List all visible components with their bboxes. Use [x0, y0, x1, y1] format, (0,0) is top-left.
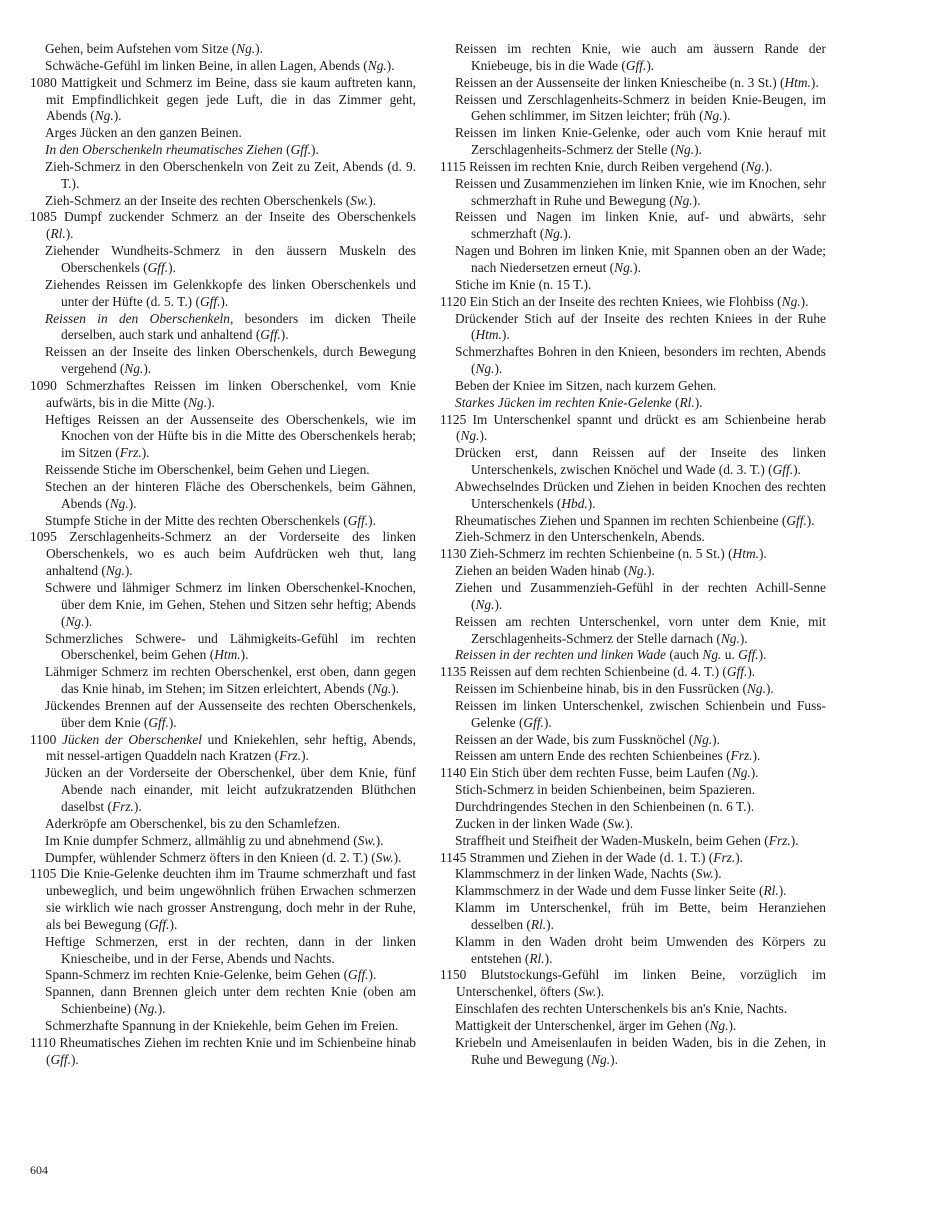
entry-number: 1105: [30, 866, 57, 882]
entry-number: 1125: [440, 411, 467, 427]
entry: Lähmiger Schmerz im rechten Oberschenkel, erst oben, dann gegen das Knie hinab, im Stehen; im Sitzen erleichtert, Abends (Ng.).: [45, 664, 416, 697]
entry: Beben der Kniee im Sitzen, nach kurzem Gehen.: [455, 377, 717, 393]
entry: 1115 Reissen im rechten Knie, durch Reiben vergehend (Ng.).: [440, 158, 773, 174]
entry: Schwäche-Gefühl im linken Beine, in allen Lagen, Abends (Ng.).: [45, 57, 395, 73]
entry: 1095 Zerschlagenheits-Schmerz an der Vorderseite des linken Oberschenkels, wo es auch beim Aufdrücken weh thut, lang anhaltend (Ng.).: [30, 529, 416, 579]
entry: Klammschmerz in der Wade und dem Fusse linker Seite (Rl.).: [455, 883, 787, 899]
entry: Jückendes Brennen auf der Aussenseite des rechten Oberschenkels, über dem Knie (Gff.).: [45, 697, 416, 730]
entry: Reissen im Schienbeine hinab, bis in den Fussrücken (Ng.).: [455, 681, 774, 697]
entry: Schmerzhaftes Bohren in den Knieen, besonders im rechten, Abends (Ng.).: [455, 344, 826, 377]
entry: Mattigkeit der Unterschenkel, ärger im Gehen (Ng.).: [455, 1017, 737, 1033]
entry: Drücken erst, dann Reissen auf der Inseite des linken Unterschenkels, zwischen Knöchel und Wade (d. 3. T.) (Gff.).: [455, 445, 826, 478]
page-number: 604: [30, 1163, 48, 1177]
entry-number: 1110: [30, 1034, 56, 1050]
entry-number: 1130: [440, 546, 467, 562]
entry: Reissen am untern Ende des rechten Schienbeines (Frz.).: [455, 748, 761, 764]
entry: 1085 Dumpf zuckender Schmerz an der Inseite des Oberschenkels (Rl.).: [30, 209, 416, 242]
entry: Reissen im rechten Knie, wie auch am äussern Rande der Kniebeuge, bis in die Wade (Gff.).: [455, 41, 826, 73]
entry-number: 1140: [440, 765, 467, 781]
entry-number: 1150: [440, 967, 467, 983]
entry-number: 1120: [440, 293, 467, 309]
entry: Reissen an der Wade, bis zum Fussknöchel (Ng.).: [455, 731, 720, 747]
entry: Klamm im Unterschenkel, früh im Bette, beim Heranziehen desselben (Rl.).: [455, 900, 826, 932]
entry: 1135 Reissen auf dem rechten Schienbeine (d. 4. T.) (Gff.).: [440, 664, 756, 680]
entry: Jücken an der Vorderseite der Oberschenkel, über dem Knie, fünf Abende nach einander, mit leicht aufzukratzenden Blüthchen daselbst (Frz.).: [45, 765, 416, 814]
entry: Schmerzhafte Spannung in der Kniekehle, beim Gehen im Freien.: [45, 1017, 399, 1033]
entry: 1090 Schmerzhaftes Reissen im linken Oberschenkel, vom Knie aufwärts, bis in die Mitte (Ng.).: [30, 377, 416, 410]
entry: In den Oberschenkeln rheumatisches Ziehen (Gff.).: [45, 142, 319, 158]
entry: Einschlafen des rechten Unterschenkels bis an's Knie, Nachts.: [455, 1001, 788, 1017]
entry: Spannen, dann Brennen gleich unter dem rechten Knie (oben am Schienbeine) (Ng.).: [45, 984, 416, 1017]
entry: Reissen in den Oberschenkeln, besonders im dicken Theile derselben, auch stark und anhaltend (Gff.).: [45, 310, 416, 343]
entry: Reissen an der Aussenseite der linken Kniescheibe (n. 3 St.) (Htm.).: [455, 74, 819, 90]
left-column: [30, 41, 416, 1068]
entry: Arges Jücken an den ganzen Beinen.: [45, 125, 242, 141]
entry: Zieh-Schmerz in den Unterschenkeln, Abends.: [455, 529, 705, 545]
entry: 1145 Strammen und Ziehen in der Wade (d. 1. T.) (Frz.).: [440, 849, 744, 865]
entry: Reissen an der Inseite des linken Oberschenkels, durch Bewegung vergehend (Ng.).: [45, 344, 416, 377]
entry-number: 1135: [440, 664, 467, 680]
entry: Reissen im linken Knie-Gelenke, oder auch vom Knie herauf mit Zerschlagenheits-Schmerz der Stelle (Ng.).: [455, 125, 826, 158]
entry: Kriebeln und Ameisenlaufen in beiden Waden, bis in die Zehen, in Ruhe und Bewegung (Ng.).: [455, 1034, 826, 1067]
entry: Heftiges Reissen an der Aussenseite des Oberschenkels, wie im Knochen von der Hüfte bis in die Mitte des Oberschenkels herab; im Sitzen (Frz.).: [45, 411, 416, 461]
entry: 1125 Im Unterschenkel spannt und drückt es am Schienbeine herab (Ng.).: [440, 411, 826, 444]
entry: Drückender Stich auf der Inseite des rechten Kniees in der Ruhe (Htm.).: [455, 310, 826, 343]
entry: Im Knie dumpfer Schmerz, allmählig zu und abnehmend (Sw.).: [45, 832, 384, 848]
entry: 1100 Jücken der Oberschenkel und Kniekehlen, sehr heftig, Abends, mit nessel-artigen Quaddeln nach Kratzen (Frz.).: [30, 731, 416, 764]
entry-number: 1145: [440, 849, 467, 865]
entry: Straffheit und Steifheit der Waden-Muskeln, beim Gehen (Frz.).: [455, 832, 799, 848]
entry: Reissen und Nagen im linken Knie, auf- und abwärts, sehr schmerzhaft (Ng.).: [455, 209, 826, 242]
entry: Durchdringendes Stechen in den Schienbeinen (n. 6 T.).: [455, 798, 755, 814]
entry: Zieh-Schmerz in den Oberschenkeln von Zeit zu Zeit, Abends (d. 9. T.).: [45, 158, 416, 191]
entry: 1110 Rheumatisches Ziehen im rechten Knie und im Schienbeine hinab (Gff.).: [30, 1034, 416, 1067]
entry: Schmerzliches Schwere- und Lähmigkeits-Gefühl im rechten Oberschenkel, beim Gehen (Htm.).: [45, 630, 416, 663]
entry: Stumpfe Stiche in der Mitte des rechten Oberschenkels (Gff.).: [45, 512, 376, 528]
entry-number: 1100: [30, 731, 57, 747]
entry: Reissen in der rechten und linken Wade (auch Ng. u. Gff.).: [455, 647, 767, 663]
entry: 1150 Blutstockungs-Gefühl im linken Beine, vorzüglich im Unterschenkel, öfters (Sw.).: [440, 967, 826, 1000]
entry: Dumpfer, wühlender Schmerz öfters in den Knieen (d. 2. T.) (Sw.).: [45, 849, 402, 865]
entry: Stechen an der hinteren Fläche des Oberschenkels, beim Gähnen, Abends (Ng.).: [45, 478, 416, 511]
entry: 1120 Ein Stich an der Inseite des rechten Kniees, wie Flohbiss (Ng.).: [440, 293, 809, 309]
entry: Reissen und Zerschlagenheits-Schmerz in beiden Knie-Beugen, im Gehen schlimmer, im Sitzen leichter; früh (Ng.).: [455, 91, 826, 124]
entry: Reissen im linken Unterschenkel, zwischen Schienbein und Fuss-Gelenke (Gff.).: [455, 697, 826, 730]
entry: Nagen und Bohren im linken Knie, mit Spannen oben an der Wade; nach Niedersetzen erneut (Ng.).: [455, 243, 826, 275]
entry: Reissen und Zusammenziehen im linken Knie, wie im Knochen, sehr schmerzhaft in Ruhe und Bewegung (Ng.).: [455, 175, 826, 208]
entry: 1105 Die Knie-Gelenke deuchten ihm im Traume schmerzhaft und fast unbeweglich, und beim ungewöhnlich frühen Erwachen schmerzen sie wirklich wie nach grosser Anstrengung, doch mehr in der Ruhe, als bei Bewegung (Gff.).: [30, 866, 416, 932]
entry: Abwechselndes Drücken und Ziehen in beiden Knochen des rechten Unterschenkels (Hbd.).: [455, 478, 826, 511]
entry-number: 1095: [30, 529, 57, 545]
entry: Gehen, beim Aufstehen vom Sitze (Ng.).: [45, 41, 263, 56]
entry-number: 1115: [440, 158, 466, 174]
entry: Schwere und lähmiger Schmerz im linken Oberschenkel-Knochen, über dem Knie, im Gehen, Stehen und Sitzen sehr heftig; Abends (Ng.).: [45, 580, 416, 629]
entry: Zucken in der linken Wade (Sw.).: [455, 815, 634, 831]
entry: 1140 Ein Stich über dem rechten Fusse, beim Laufen (Ng.).: [440, 765, 759, 781]
entry: Ziehen an beiden Waden hinab (Ng.).: [455, 563, 655, 579]
entry: Starkes Jücken im rechten Knie-Gelenke (Rl.).: [455, 394, 703, 410]
entry: Reissende Stiche im Oberschenkel, beim Gehen und Liegen.: [45, 462, 370, 478]
entry: Stiche im Knie (n. 15 T.).: [455, 276, 592, 292]
entry: Klamm in den Waden droht beim Umwenden des Körpers zu entstehen (Rl.).: [455, 933, 826, 966]
entry: 1130 Zieh-Schmerz im rechten Schienbeine (n. 5 St.) (Htm.).: [440, 546, 767, 562]
entry-number: 1080: [30, 74, 57, 90]
entry-number: 1090: [30, 377, 57, 393]
entry: Spann-Schmerz im rechten Knie-Gelenke, beim Gehen (Gff.).: [45, 967, 377, 983]
entry: Stich-Schmerz in beiden Schienbeinen, beim Spazieren.: [455, 782, 756, 798]
entry: Heftige Schmerzen, erst in der rechten, dann in der linken Kniescheibe, und in der Ferse, Abends und Nachts.: [45, 933, 416, 966]
entry: Klammschmerz in der linken Wade, Nachts (Sw.).: [455, 866, 722, 882]
entry: Rheumatisches Ziehen und Spannen im rechten Schienbeine (Gff.).: [455, 512, 815, 528]
entry: 1080 Mattigkeit und Schmerz im Beine, dass sie kaum auftreten kann, mit Empfindlichkeit gegen jede Luft, die in das Zimmer geht, Abends (Ng.).: [30, 74, 416, 124]
entry: Ziehendes Reissen im Gelenkkopfe des linken Oberschenkels und unter der Hüfte (d. 5. T.) (Gff.).: [45, 276, 416, 309]
entry: Ziehender Wundheits-Schmerz in den äussern Muskeln des Oberschenkels (Gff.).: [45, 243, 416, 275]
entry: Ziehen und Zusammenzieh-Gefühl in der rechten Achill-Senne (Ng.).: [455, 580, 826, 612]
entry: Aderkröpfe am Oberschenkel, bis zu den Schamlefzen.: [45, 815, 341, 831]
entry-number: 1085: [30, 209, 57, 225]
entry: Zieh-Schmerz an der Inseite des rechten Oberschenkels (Sw.).: [45, 192, 377, 208]
entry: Reissen am rechten Unterschenkel, vorn unter dem Knie, mit Zerschlagenheits-Schmerz der Stelle darnach (Ng.).: [455, 613, 826, 646]
right-column: [440, 41, 826, 1068]
